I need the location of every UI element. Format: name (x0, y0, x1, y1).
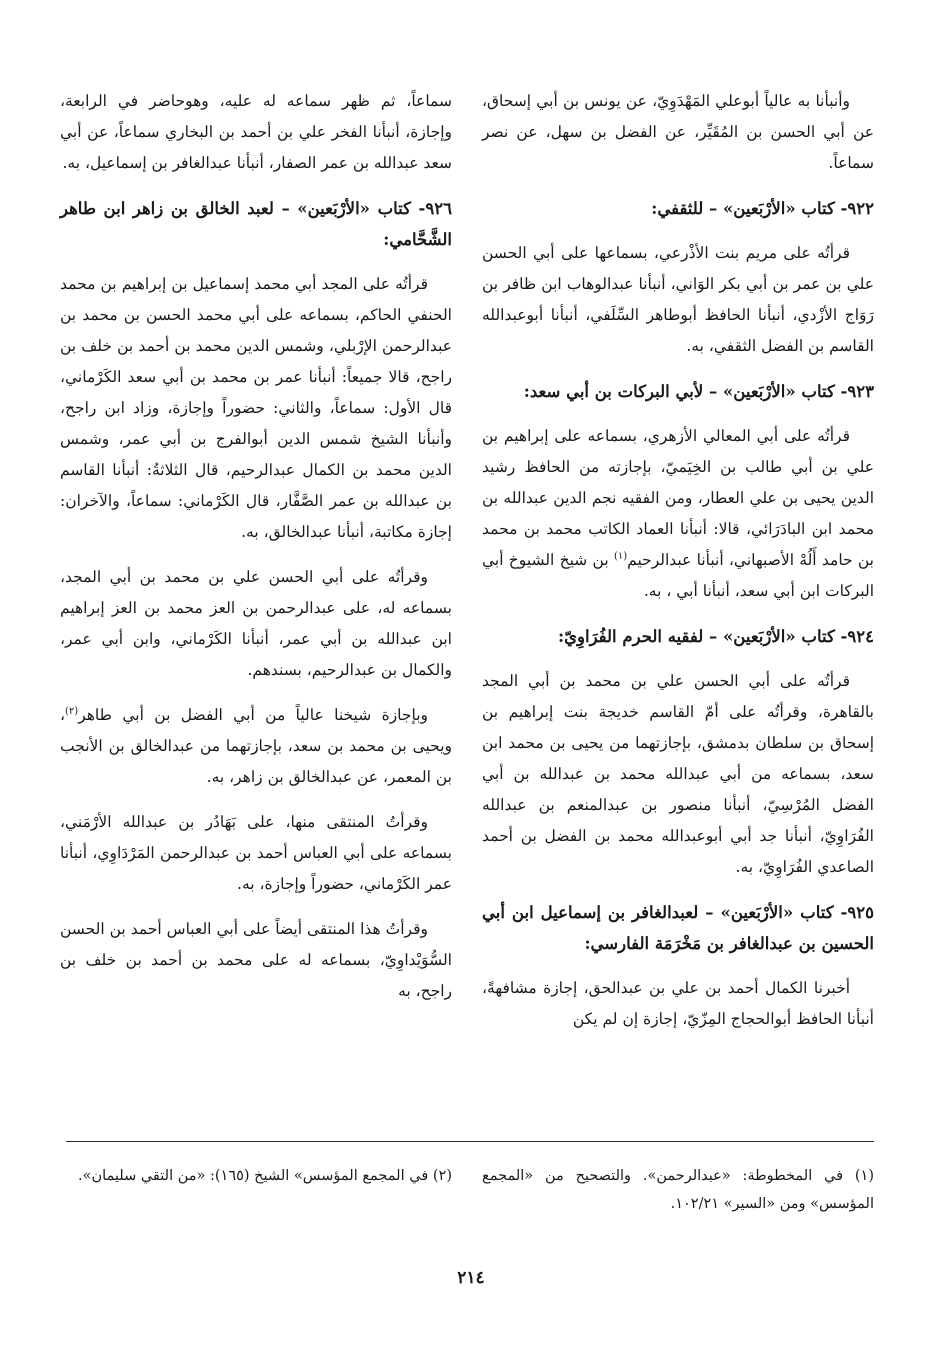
entry-heading-923: ٩٢٣- كتاب «الأرْبَعين» – لأبي البركات بن أبي سعد: (523, 382, 874, 401)
entry-text-925: أخبرنا الكمال أحمد بن علي بن عبدالحق، إجازة مشافهةً، أنبأنا الحافظ أبوالحجاج المِزّيّ، إجازة إن لم يكن (482, 979, 874, 1028)
paragraph-muntaqa-2: وقرأتُ هذا المنتقى أيضاً على أبي العباس أحمد بن الحسن السُّوَيْداوِيّ، بسماعه له على محمد بن أحمد بن خلف بن راجح، به (60, 920, 452, 1000)
entry-text-923-part1: قرأتُه على أبي المعالي الأزهري، بسماعه على إبراهيم بن علي بن أبي طالب بن الخِيَميّ، بإجازته من الحافظ رشيد الدين يحيى بن علي العطار، ومن الفقيه نجم الدين عبدالله بن محمد ابن البادَرَائي، قالا: أنبأنا العماد الكاتب محمد بن محمد بن حامد أَلُهْ الأصبهاني، أنبأنا عبدالرحيم (482, 427, 875, 569)
page-number: ٢١٤ (457, 1268, 485, 1288)
paragraph-continued: سماعاً، ثم ظهر سماعه له عليه، وهوحاضر في الرابعة، وإجازة، أنبأنا الفخر علي بن أحمد بن البخاري سماعاً، عن أبي سعد عبدالله بن عمر الصفار، أنبأنا عبدالغافر بن إسماعيل، به. (60, 92, 452, 172)
entry-heading-925: ٩٢٥- كتاب «الأرْبَعين» – لعبدالغافر بن إسماعيل ابن أبي الحسين بن عبدالغافر بن مَخْرَمَة الفارسي: (482, 903, 874, 953)
entry-text-923-part2: بن شيخ الشيوخ أبي البركات ابن أبي سعد، أنبأنا أبي ، به. (482, 551, 874, 600)
footnote-separator (66, 1141, 874, 1142)
entry-heading-924: ٩٢٤- كتاب «الأرْبَعين» – لفقيه الحرم الفُرَاوِيّ: (558, 627, 874, 646)
footnote-2: (٢) في المجمع المؤسس» الشيخ (١٦٥): «من التقي سليمان». (77, 1168, 452, 1184)
paragraph-intro: وأنبأنا به عالياً أبوعلي المَهْدَوِيّ، عن يونس بن أبي إسحاق، عن أبي الحسن بن المُقَيِّر، عن الفضل بن سهل، عن نصر سماعاً. (482, 92, 874, 172)
right-column (482, 86, 874, 1049)
entry-text-923 (482, 421, 874, 607)
entry-heading-926: ٩٢٦- كتاب «الأرْبَعين» – لعبد الخالق بن زاهر ابن طاهر الشَّحَّامي: (60, 199, 452, 249)
footnote-ref-2: (٢) (65, 705, 79, 717)
footnote-1: (١) في المخطوطة: «عبدالرحمن». والتصحيح من «المجمع المؤسس» ومن «السير» ١٠٢/٢١. (482, 1168, 874, 1212)
paragraph-ijaza (60, 700, 452, 793)
entry-text-924: قرأتُه على أبي الحسن علي بن محمد بن أبي المجد بالقاهرة، وقرأتُه على أمّ القاسم خديجة بنت إبراهيم بن إسحاق بن سلطان بدمشق، بإجازتهما من يحيى بن محمد ابن سعد، بسماعه من أبي عبدالله محمد بن عبدالله بن أبي الفضل المُرْسِيّ، أنبأنا منصور بن عبدالمنعم بن عبدالله الفُرَاوِيّ، أنبأنا جد أبي أبوعبدالله محمد بن الفضل بن أحمد الصاعدي الفُرَاوِيّ، به. (482, 672, 874, 876)
paragraph-second-reading: وقرأتُه على أبي الحسن علي بن محمد بن أبي المجد، بسماعه له، على عبدالرحمن بن العز محمد بن العز إبراهيم ابن عبدالله بن أبي عمر، أنبأنا الكَرْماني، وابن أبي عمر، والكمال بن عبدالرحيم، بسندهم. (60, 568, 452, 679)
paragraph-muntaqa: وقرأتُ المنتقى منها، على بَهَادُر بن عبدالله الأرْمَني، بسماعه على أبي العباس أحمد بن عبدالرحمن المَرْدَاوِي، أنبأنا عمر الكَرْماني، حضوراً وإجازة، به. (60, 813, 452, 893)
entry-text-926: قرأتُه على المجد أبي محمد إسماعيل بن إبراهيم بن محمد الحنفي الحاكم، بسماعه على أبي محمد الحسن بن محمد بن عبدالرحمن الإرْبلي، وشمس الدين محمد بن أحمد بن خلف بن راجح، قالا جميعاً: أنبأنا عمر بن محمد بن أبي سعد الكَرْماني، قال الأول: سماعاً، والثاني: حضوراً وإجازة، وزاد ابن راجح، وأنبأنا الشيخ شمس الدين أبوالفرج بن أبي عمر، وشمس الدين محمد بن الكمال عبدالرحيم، قال الثلاثةُ: أنبأنا القاسم بن عبدالله بن عمر الصَّفَّار، قال الكَرْماني: سماعاً، والآخران: إجازة مكاتبة، أنبأنا عبدالخالق، به. (60, 275, 452, 541)
left-column (60, 86, 452, 1021)
entry-text-922: قرأتُه على مريم بنت الأذْرعي، بسماعها على أبي الحسن علي بن عمر بن أبي بكر الوَاني، أنبأنا عبدالوهاب ابن ظافر بن رَوَاج الأزْدي، أنبأنا الحافظ أبوطاهر السِّلَفي، أنبأنا أبوعبدالله القاسم بن الفضل الثقفي، به. (482, 244, 874, 355)
paragraph-ijaza-part1: وبإجازة شيخنا عالياً من أبي الفضل بن أبي طاهر (78, 706, 428, 724)
paragraph-ijaza-part2: ، ويحيى بن محمد بن سعد، بإجازتهما من عبدالخالق بن الأنجب بن المعمر، عن عبدالخالق بن زاهر، به. (60, 706, 452, 786)
entry-heading-922: ٩٢٢- كتاب «الأرْبَعين» – للثقفي: (651, 199, 874, 218)
footnote-ref-1: (١) (613, 550, 628, 562)
